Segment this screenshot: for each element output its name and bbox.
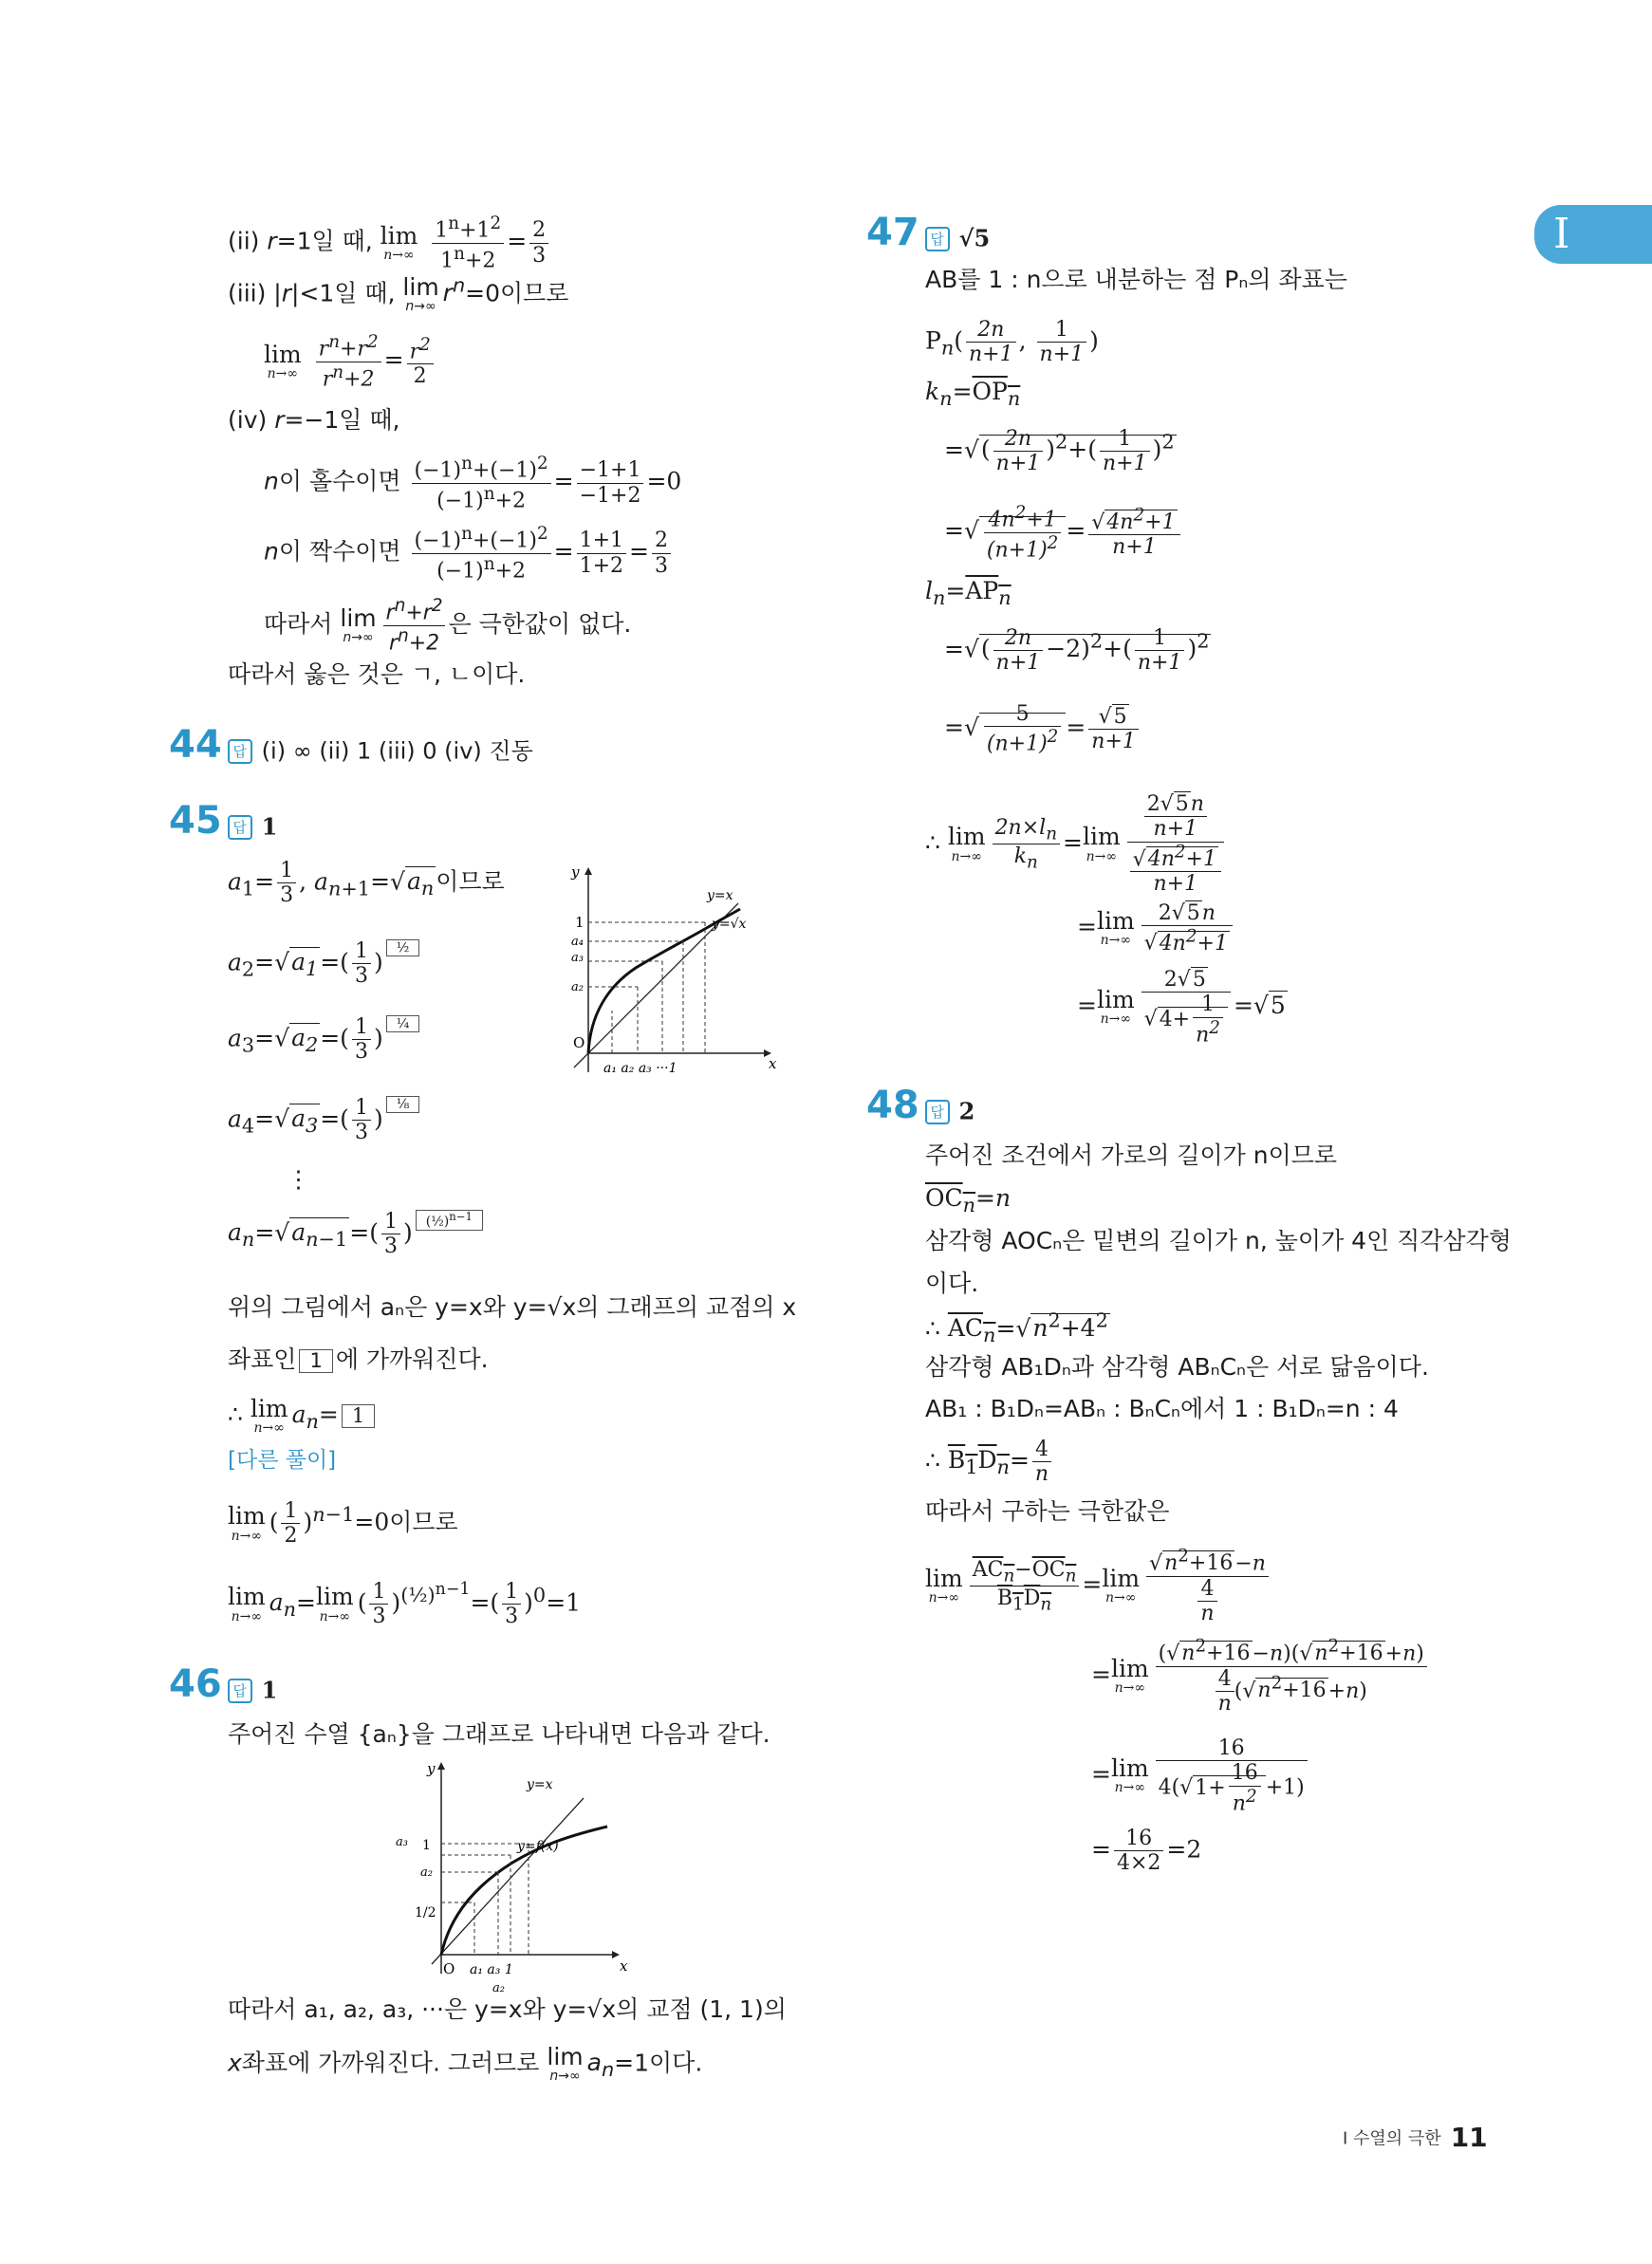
q48-e3: = lim n→∞ 16 4(√1+ $\frac{16}{n^2}$ +1) [1091,1736,1310,1815]
svg-text:a₁ a₃ 1: a₁ a₃ 1 [470,1962,513,1977]
q47-l: $l_n=AP_n$ [925,577,1012,609]
q47-l2: =√ $\frac{5}{(n+1)^2}$ = $\frac{√5}{n+1}$ [944,702,1142,756]
svg-text:a₁ a₂ a₃ ···1: a₁ a₂ a₃ ···1 [603,1061,678,1076]
q45-a1: $a_1=$ $\frac{1}{3}$ , $a_{n+1}=√a_n$이므로 [228,859,505,908]
q48-t2: $OC_n=n$ [925,1184,1012,1216]
q45-lim: ∴ lim n→∞ $a_n= 1$ [228,1397,378,1436]
svg-text:1: 1 [422,1838,431,1853]
q45-a2: $a_2=√a_1=$( $\frac{1}{3}$ )½ [228,939,422,989]
q47-k1: =√( $\frac{2n}{n+1}$ )$^2$+( $\frac{1}{n+1}$ )$^2$ [944,427,1175,476]
svg-text:a₂: a₂ [420,1865,433,1880]
q45-a3: $a_3=√a_2=$( $\frac{1}{3}$ )¼ [228,1015,422,1065]
svg-text:x: x [620,1958,628,1975]
q47-k2: =√ $\frac{4n^2+1}{(n+1)^2}$ = $\frac{√4n^2+1}{n+1}$ [944,503,1183,562]
q47-lim2: = lim n→∞ $\frac{2√5n}{√4n^2+1}$ [1077,901,1235,956]
q45-text1: 위의 그림에서 aₙ은 y=x와 y=√x의 그래프의 교점의 x [228,1293,797,1321]
q45-header: 45 답 1 [169,799,278,843]
svg-text:y=x: y=x [707,888,733,903]
svg-text:a₄: a₄ [571,935,584,949]
q48-t7: AB₁ : B₁Dₙ=ABₙ : BₙCₙ에서 1 : B₁Dₙ=n : 4 [925,1395,1399,1422]
q46-conc2: x좌표에 가까워진다. 그러므로 lim n→∞ $a_n=1$이다. [228,2043,703,2085]
q48-t1: 주어진 조건에서 가로의 길이가 n이므로 [925,1141,1338,1169]
q47-l1: =√( $\frac{2n}{n+1}$ −2)$^2$+( $\frac{1}{n+1}$ )$^2$ [944,626,1210,676]
q43-case-iii: (iii) |r|<1일 때, lim n→∞ $r^n=0$이므로 [228,273,569,315]
q48-t5: ∴ $AC_n=√n^2+4^2$ [925,1309,1108,1347]
svg-text:O: O [443,1960,455,1977]
page-number: 11 [1450,2122,1488,2153]
q46-graph [394,1760,640,1997]
svg-text:y=x: y=x [527,1777,553,1792]
q48-t8: ∴ $B_1D_n=$ $\frac{4}{n}$ [925,1438,1054,1487]
alt-solution-label: [다른 풀이] [228,1448,337,1473]
q45-answer: 1 [261,812,278,841]
q43-odd: n이 홀수이면 $\frac{(-1)^n+(-1)^2}{(-1)^n+2}$ = $\frac{-1+1}{-1+2}$ =0 [264,454,682,512]
q43-final: 따라서 옳은 것은 ㄱ, ㄴ이다. [228,660,526,688]
q48-e4: = $\frac{16}{4\times 2}$ =2 [1091,1827,1202,1876]
q48-t9: 따라서 구하는 극한값은 [925,1497,1170,1525]
q48-t6: 삼각형 AB₁Dₙ과 삼각형 ABₙCₙ은 서로 닮음이다. [925,1353,1429,1381]
q48-t4: 이다. [925,1270,979,1297]
svg-text:a₃: a₃ [396,1835,408,1849]
q45-a4: $a_4=√a_3=$( $\frac{1}{3}$ )⅛ [228,1096,422,1145]
svg-text:y=√x: y=√x [712,917,747,932]
q48-answer: 2 [958,1097,975,1125]
q43-case-ii: (ii) r=1일 때, lim n→∞ $\frac{1^n+1^2}{1^n+2}$ = $\frac{2}{3}$ [228,213,551,272]
q43-case-iv: (iv) r=−1일 때, [228,406,400,434]
q48-t3: 삼각형 AOCₙ은 밑변의 길이가 n, 높이가 4인 직각삼각형 [925,1227,1512,1254]
q47-lim1: ∴ lim n→∞ $\frac{2n\times l_n}{k_n}$ = lim n→∞ $\frac{\frac{2√5n}{n+1}}{\frac{√4n^2+1}{n+1}}$ [925,792,1227,897]
q45-graph [569,863,807,1091]
answer-marker: 답 [228,739,252,764]
svg-text:y=f(x): y=f(x) [517,1839,559,1854]
svg-text:a₂: a₂ [492,1981,505,1995]
q45-text2: 좌표인 1 에 가까워진다. [228,1345,489,1373]
q45-dots: ⋮ [287,1165,310,1193]
q47-p: $P_n$( $\frac{2n}{n+1}$ , $\frac{1}{n+1}$ ) [925,318,1099,367]
q47-header: 47 답 √5 [866,211,991,254]
q46-header: 46 답 1 [169,1662,278,1706]
q48-header: 48 답 2 [866,1084,975,1127]
q46-text: 주어진 수열 {aₙ}을 그래프로 나타내면 다음과 같다. [228,1720,770,1748]
q48-e1: lim n→∞ $\frac{AC_n-OC_n}{B_1D_n}$ = lim n→∞ $\frac{√n^2+16-n}{\frac{4}{n}}$ [925,1547,1271,1625]
q47-answer: √5 [958,224,991,252]
page-footer [1343,2122,1488,2153]
svg-text:y: y [571,863,580,881]
q48-e2: = lim n→∞ $(√n^2+16-n)(√n^2+16+n)$ $\frac{4}{n}$ $(√n^2+16+n)$ [1091,1637,1430,1716]
q46-conc1: 따라서 a₁, a₂, a₃, ···은 y=x와 y=√x의 교점 (1, 1)의 [228,1995,787,2023]
q44-answer: (i) ∞ (ii) 1 (iii) 0 (iv) 진동 [261,737,533,765]
svg-text:x: x [769,1055,777,1072]
svg-text:a₂: a₂ [571,980,584,994]
svg-text:O: O [573,1034,585,1051]
q46-answer: 1 [261,1676,278,1704]
q44-header [169,723,533,767]
chapter-tab: I [1534,205,1652,264]
q47-k: $k_n=OP_n$ [925,378,1021,410]
svg-text:1/2: 1/2 [415,1905,436,1921]
q45-alt2: lim n→∞ $a_n=$ lim n→∞ ( $\frac{1}{3}$ )$^{(\frac{1}{2})^{n-1}}$=( $\frac{1}{3}$ )$^0$=1 [228,1580,582,1629]
question-number: 44 [169,723,222,767]
svg-text:1: 1 [575,914,585,931]
svg-text:a₃: a₃ [571,951,584,965]
q43-even: n이 짝수이면 $\frac{(-1)^n+(-1)^2}{(-1)^n+2}$ = $\frac{1+1}{1+2}$ = $\frac{2}{3}$ [264,524,674,583]
q47-t1: AB를 1 : n으로 내분하는 점 Pₙ의 좌표는 [925,266,1347,293]
q45-alt1: lim n→∞ ( $\frac{1}{2}$ )$^{n-1}$=0이므로 [228,1499,458,1549]
q47-lim3: = lim n→∞ 2√5 √4+ $\frac{1}{n^2}$ =√5 [1077,968,1286,1047]
footer-chapter: I 수열의 극한 [1343,2128,1441,2149]
q43-conclusion: 따라서 lim n→∞ $\frac{r^n+r^2}{r^n+2}$ 은 극한값이 없다. [264,596,632,655]
q43-case-iii-eq: lim n→∞ $\frac{r^n+r^2}{r^n+2}$ = $\frac{r^2}{2}$ [264,332,436,391]
svg-text:y: y [427,1760,436,1777]
q45-an: $a_n=√a_{n-1}=$( $\frac{1}{3}$ ) (½)$^{n-1}$ [228,1210,486,1259]
